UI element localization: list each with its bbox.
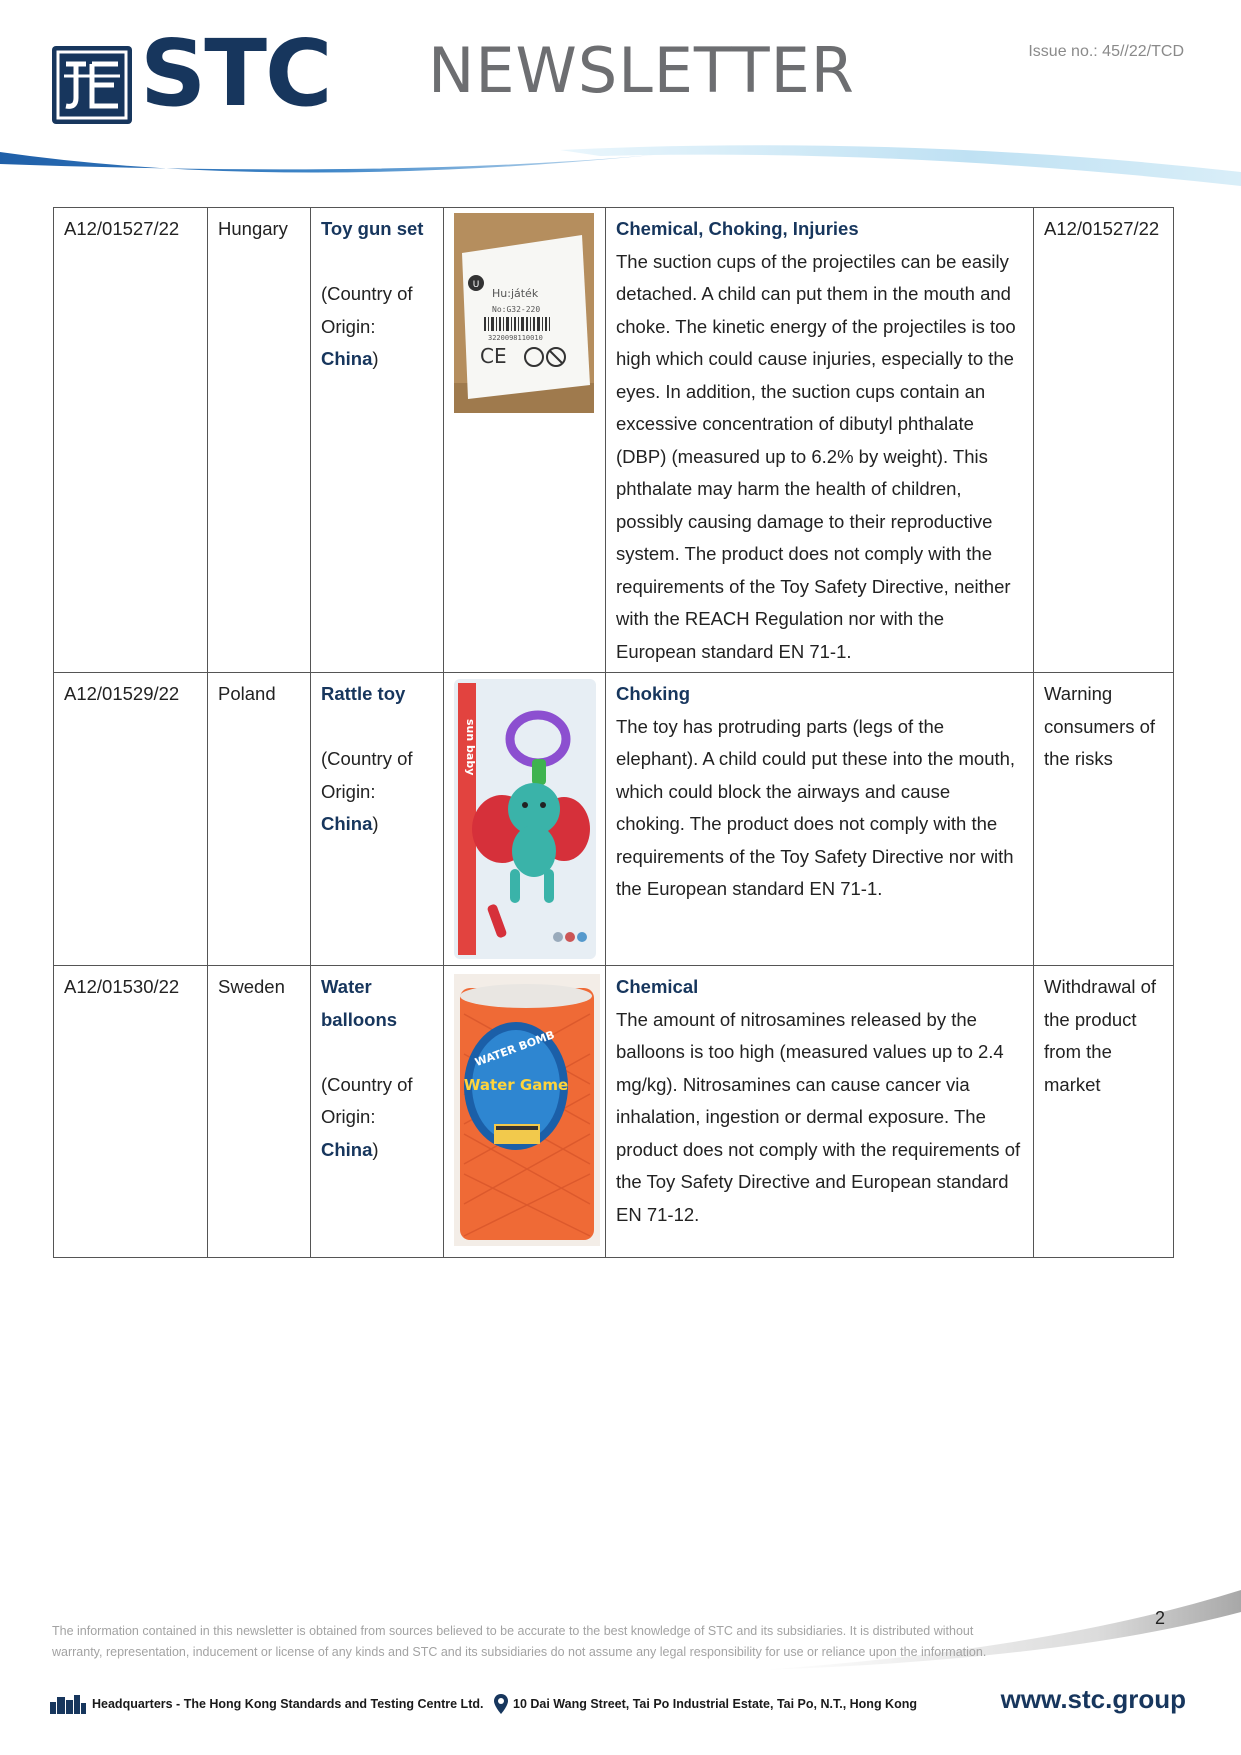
image-cell [444, 673, 606, 966]
water-balloons-photo [454, 974, 600, 1246]
product-name: Toy gun set [321, 218, 424, 239]
label-text: Hu:játék [492, 287, 539, 300]
pack-line-2: Water Game [463, 1076, 569, 1094]
label-code: No:G32-220 [492, 305, 541, 314]
origin-country: China [321, 348, 373, 369]
risk-description: The suction cups of the projectiles can be easily detached. A child can put them in the mouth and choke. The kinetic energy of the projectiles is too high which could cause injuries, especially to the eyes. In addition, the suction cups contain an excessive concentration of dibutyl phthalate (DBP) (measured up to 6.2% by weight). This phthalate may harm the health of children, possibly causing damage to their reproductive system. The product does not comply with the requirements of the Toy Safety Directive, neither with the REACH Regulation nor with the European standard EN 71-1. [616, 250, 1016, 662]
issue-number: Issue no.: 45//22/TCD [1028, 43, 1184, 60]
product-name: Water balloons [321, 976, 398, 1030]
headquarters-line [50, 1694, 483, 1714]
product-cell [311, 966, 444, 1258]
risk-title: Choking [616, 683, 690, 704]
product-cell [311, 208, 444, 673]
risk-title: Chemical, Choking, Injuries [616, 218, 859, 239]
product-name: Rattle toy [321, 683, 406, 704]
disclaimer-text: The information contained in this newsletter is obtained from sources believed to be accurate to the best knowledge of STC and its subsidiaries. It is distributed without warranty, representation, inducement or license of any kinds and STC and its subsidiaries do not assume any legal responsibility for use or reliance upon the information. [52, 1624, 987, 1659]
origin-suffix: ) [372, 1138, 379, 1160]
risk-cell [606, 966, 1034, 1258]
measures-cell: Warning consumers of the risks [1034, 673, 1174, 966]
table-row [54, 673, 1174, 966]
origin-country: China [321, 813, 373, 834]
risk-title: Chemical [616, 976, 699, 997]
origin-prefix: (Country of Origin: [321, 748, 413, 802]
logo-wordmark: STC [140, 20, 331, 127]
measures-cell: A12/01527/22 [1034, 208, 1174, 673]
website-link[interactable]: www.stc.group [1000, 1684, 1186, 1714]
origin-prefix: (Country of Origin: [321, 283, 413, 337]
reference-cell: A12/01529/22 [54, 673, 208, 966]
origin-suffix: ) [372, 348, 379, 369]
risk-description: The toy has protruding parts (legs of the elephant). A child could put these into the mouth, which could block the airways and cause choking. The product does not comply with the requirements of the Toy Safety Directive nor with the European standard EN 71-1. [616, 715, 1016, 899]
ce-mark: CE [480, 344, 507, 368]
location-pin-icon [494, 1694, 508, 1714]
stc-logo-icon [52, 46, 132, 124]
address-line [494, 1694, 917, 1714]
page-number: 2 [1155, 1608, 1166, 1628]
origin-country: China [321, 1138, 373, 1160]
pack-line-1: WATER BOMB [473, 1028, 557, 1070]
origin-prefix: (Country of Origin: [321, 1073, 413, 1127]
address-text: 10 Dai Wang Street, Tai Po Industrial Estate, Tai Po, N.T., Hong Kong [513, 1697, 917, 1711]
risk-description: The amount of nitrosamines released by the balloons is too high (measured values up to 2.4 mg/kg). Nitrosamines can cause cancer via inhalation, ingestion or dermal exposure. The product does not comply with the requirements of the Toy Safety Directive and European standard EN 71-12. [616, 1008, 1021, 1225]
reference-cell: A12/01530/22 [54, 966, 208, 1258]
product-cell [311, 673, 444, 966]
headquarters-text: Headquarters - The Hong Kong Standards and Testing Centre Ltd. [92, 1697, 484, 1711]
page-header [0, 0, 1241, 200]
svg-text:U: U [472, 280, 480, 290]
table-row [54, 966, 1174, 1258]
rattle-toy-photo [454, 679, 596, 959]
reference-cell: A12/01527/22 [54, 208, 208, 673]
country-cell: Sweden [208, 966, 311, 1258]
table-row [54, 208, 1174, 673]
recall-table [53, 207, 1174, 1258]
country-cell: Poland [208, 673, 311, 966]
risk-cell [606, 673, 1034, 966]
image-cell [444, 208, 606, 673]
country-cell: Hungary [208, 208, 311, 673]
barcode-number: 3220098110010 [488, 334, 543, 342]
measures-cell: Withdrawal of the product from the market [1034, 966, 1174, 1258]
risk-cell [606, 208, 1034, 673]
header-swoosh [0, 140, 1241, 200]
image-cell [444, 966, 606, 1258]
origin-suffix: ) [372, 813, 379, 834]
toy-gun-label-photo [454, 213, 594, 413]
brand-label: sun baby [464, 719, 477, 776]
building-icon [50, 1694, 86, 1714]
newsletter-title: NEWSLETTER [428, 34, 855, 107]
